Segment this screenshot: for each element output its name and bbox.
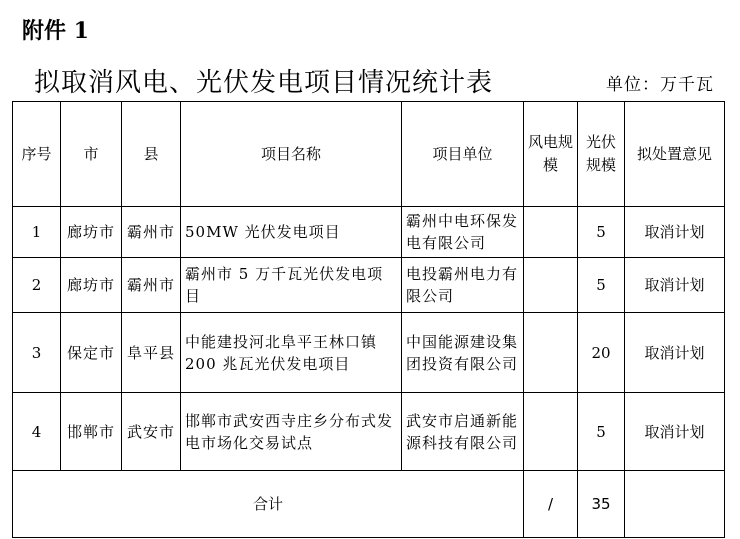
col-header-no: 序号 [13,102,61,207]
table-row [13,207,725,258]
cell-county: 阜平县 [122,313,181,393]
col-header-unit: 项目单位 [402,102,524,207]
cell-city: 廊坊市 [61,207,122,258]
cell-county: 武安市 [122,393,181,471]
col-header-action: 拟处置意见 [625,102,725,207]
cell-city: 廊坊市 [61,258,122,313]
cell-solar: 5 [578,393,625,471]
cell-action: 取消计划 [625,207,725,258]
cell-project: 50MW 光伏发电项目 [181,207,402,258]
cell-project: 邯郸市武安西寺庄乡分布式发电市场化交易试点 [181,393,402,471]
cell-wind [524,207,578,258]
table-row [13,258,725,313]
cell-solar: 5 [578,207,625,258]
cell-action: 取消计划 [625,258,725,313]
col-header-county: 县 [122,102,181,207]
cell-unit: 中国能源建设集团投资有限公司 [402,313,524,393]
unit-label: 单位：万千瓦 [606,75,714,95]
cell-wind [524,393,578,471]
total-solar: 35 [578,471,625,538]
table-header-row [13,102,725,207]
cell-project: 中能建投河北阜平王林口镇 200 兆瓦光伏发电项目 [181,313,402,393]
cell-action: 取消计划 [625,393,725,471]
total-wind: / [524,471,578,538]
total-action [625,471,725,538]
table-row [13,313,725,393]
cell-unit: 霸州中电环保发电有限公司 [402,207,524,258]
col-header-solar: 光伏规模 [578,102,625,207]
document-title: 拟取消风电、光伏发电项目情况统计表 [34,68,494,98]
cell-no: 2 [13,258,61,313]
cell-city: 保定市 [61,313,122,393]
cell-solar: 20 [578,313,625,393]
cell-wind [524,258,578,313]
total-row [13,471,725,538]
cell-project: 霸州市 5 万千瓦光伏发电项目 [181,258,402,313]
table-row [13,393,725,471]
col-header-wind: 风电规模 [524,102,578,207]
cell-unit: 电投霸州电力有限公司 [402,258,524,313]
total-label: 合计 [13,471,524,538]
cell-solar: 5 [578,258,625,313]
statistics-table [12,101,725,538]
cell-no: 1 [13,207,61,258]
cell-county: 霸州市 [122,207,181,258]
cell-no: 3 [13,313,61,393]
cell-action: 取消计划 [625,313,725,393]
cell-wind [524,313,578,393]
cell-city: 邯郸市 [61,393,122,471]
cell-county: 霸州市 [122,258,181,313]
attachment-label: 附件 1 [22,18,89,44]
cell-no: 4 [13,393,61,471]
col-header-project: 项目名称 [181,102,402,207]
cell-unit: 武安市启通新能源科技有限公司 [402,393,524,471]
col-header-city: 市 [61,102,122,207]
